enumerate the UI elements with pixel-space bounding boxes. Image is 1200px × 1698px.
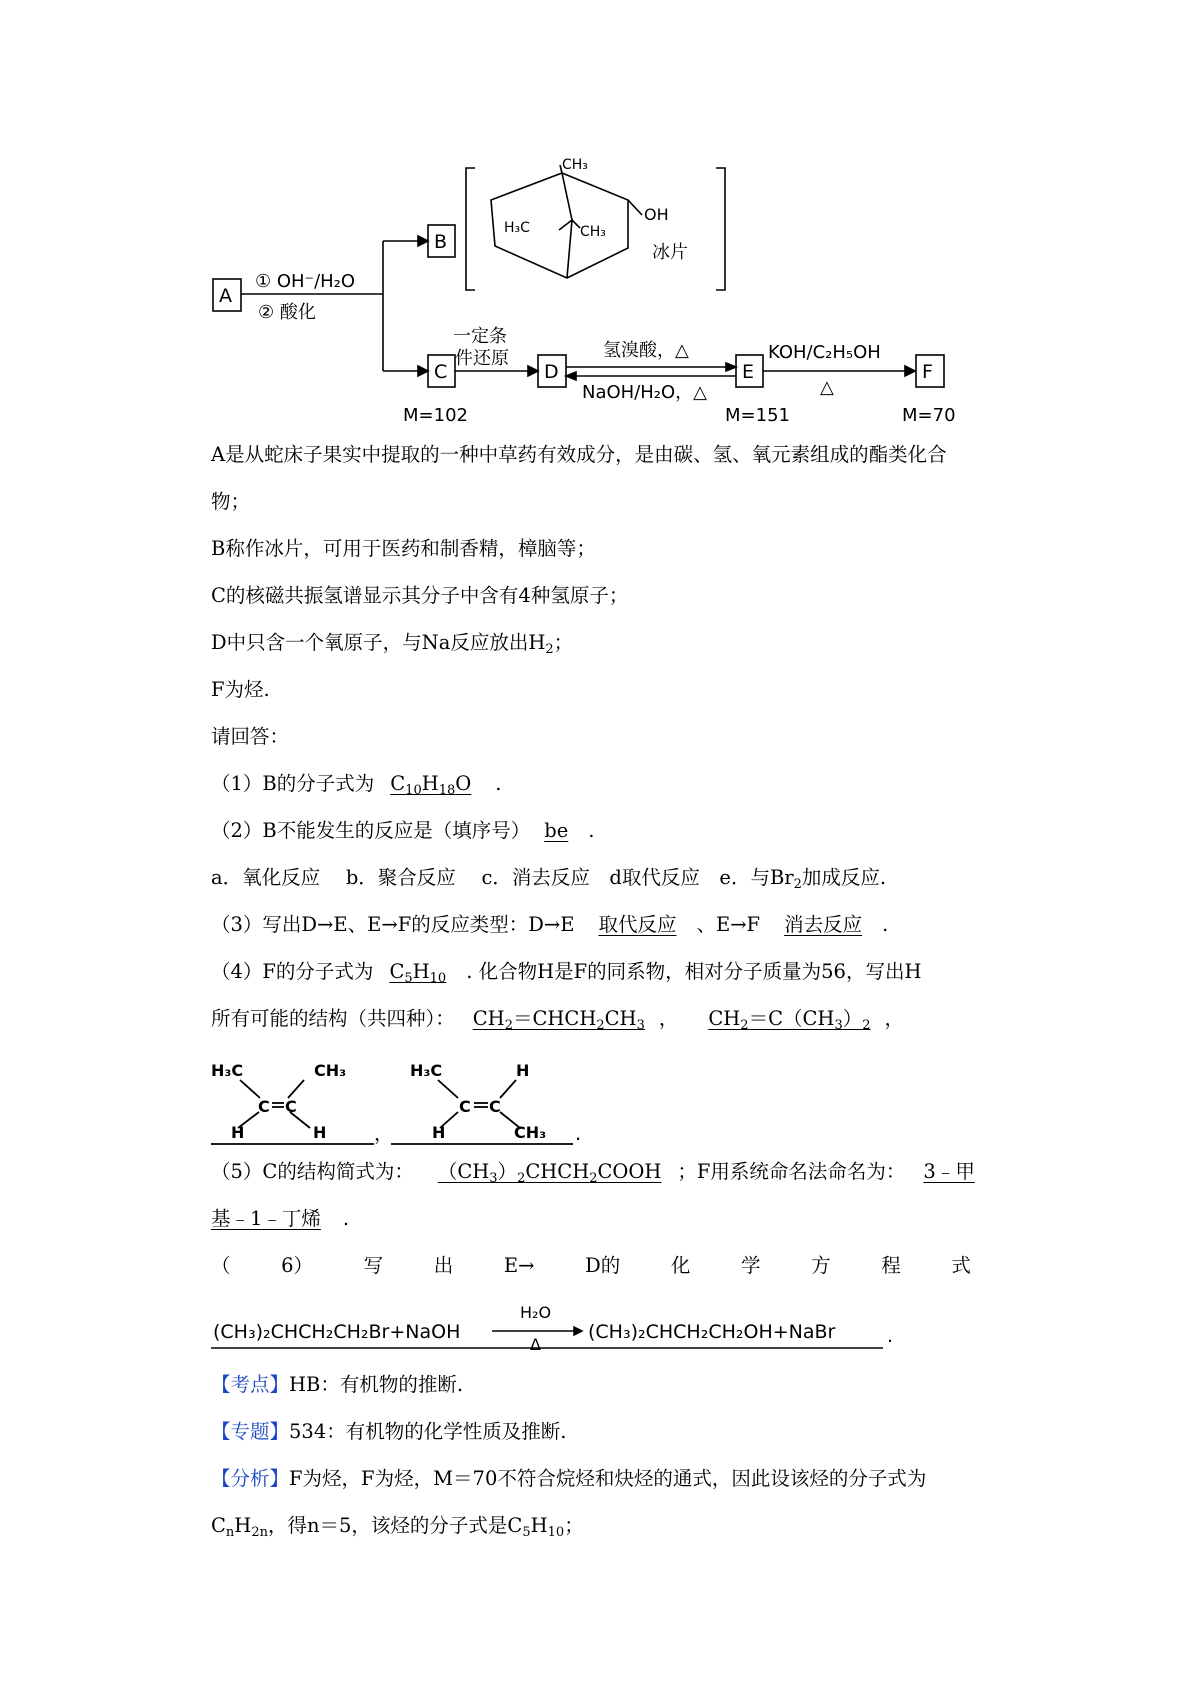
butene-structures bbox=[0, 1046, 1200, 1146]
borneol-label: 冰片 bbox=[652, 242, 688, 263]
topic: 【专题】534：有机物的化学性质及推断. bbox=[211, 1420, 567, 1443]
borneol-oh: OH bbox=[644, 205, 669, 224]
s3-h2: H bbox=[313, 1123, 327, 1142]
cond-ef-heat: △ bbox=[820, 377, 834, 398]
cond-cd-1: 一定条 bbox=[453, 326, 507, 347]
question-1: （1）B的分子式为 $C_{10}H_{18}O$ . bbox=[211, 772, 502, 798]
question-5: （5）C的结构简式为： $(CH_3)_2CHCH_2COOH$ ；F用系统命名法命名为： 3﹣甲 bbox=[211, 1160, 975, 1186]
s3-c2: C bbox=[285, 1097, 297, 1116]
reaction-scheme bbox=[0, 0, 1200, 440]
analysis: 【分析】F为烃，F为烃，M＝70不符合烷烃和炔烃的通式，因此设该烃的分子式为 bbox=[211, 1467, 927, 1490]
answer-4-struct3-start bbox=[916, 1007, 930, 1030]
question-4: （4）F的分子式为 $C_5H_{10}$ . 化合物H是F的同系物，相对分子质量为56，写出H bbox=[211, 960, 922, 986]
paragraph-f: F为烃. bbox=[211, 678, 270, 701]
equation-end: . bbox=[887, 1325, 894, 1347]
box-a-label: A bbox=[219, 285, 232, 307]
s4-h2: H bbox=[432, 1123, 446, 1142]
question-2-options: a．氧化反应 b．聚合反应 c．消去反应 d取代反应 e．与$Br_2$加成反应. bbox=[211, 866, 887, 892]
cond-ed: NaOH/H₂O，△ bbox=[582, 382, 708, 403]
answer-5a: $(CH_3)_2CHCH_2COOH$ bbox=[437, 1160, 662, 1186]
answer-2: be bbox=[544, 819, 569, 842]
cond-ab-2: ② 酸化 bbox=[258, 302, 316, 323]
borneol-h3c: H₃C bbox=[504, 220, 530, 236]
analysis-cont: $C_nH_{2n}$，得n＝5，该烃的分子式是$C_5H_{10}$； bbox=[211, 1514, 584, 1540]
s4-h3c: H₃C bbox=[410, 1061, 443, 1080]
question-5-cont: 基﹣1﹣丁烯 . bbox=[211, 1207, 350, 1230]
label-c: M=102 bbox=[403, 405, 468, 426]
paragraph-d: D中只含一个氧原子，与Na反应放出$H_2$； bbox=[211, 631, 574, 657]
cond-cd-2: 件还原 bbox=[455, 348, 509, 369]
label-f: M=70 bbox=[902, 405, 956, 426]
borneol-ch3-top: CH₃ bbox=[562, 157, 588, 173]
question-6-spread: （ 6） 写 出 E→ D的 化 学 方 程 式 bbox=[211, 1254, 971, 1277]
s3-h3c: H₃C bbox=[211, 1061, 244, 1080]
equation-right: (CH₃)₂CHCH₂CH₂OH+NaBr bbox=[588, 1321, 836, 1343]
box-d-label: D bbox=[544, 361, 559, 383]
s4-c1: C bbox=[459, 1097, 471, 1116]
question-6 bbox=[211, 1252, 971, 1280]
cond-ef: KOH/C₂H₅OH bbox=[768, 342, 881, 363]
label-e: M=151 bbox=[725, 405, 790, 426]
answer-5b: 3﹣甲 bbox=[923, 1160, 975, 1183]
answer-3a: 取代反应 bbox=[598, 913, 677, 936]
equation-cond-top: H₂O bbox=[520, 1303, 552, 1322]
cond-ab-1: ① OH⁻/H₂O bbox=[255, 271, 356, 292]
struct-end: . bbox=[575, 1122, 582, 1145]
question-3: （3）写出D→E、E→F的反应类型：D→E 取代反应 、E→F 消去反应 . bbox=[211, 913, 889, 936]
box-f-label: F bbox=[922, 361, 933, 383]
answer-4-struct2: $CH_2=C(CH_3)_2$ bbox=[708, 1007, 871, 1033]
answer-3b: 消去反应 bbox=[784, 913, 863, 936]
borneol-ch3-right: CH₃ bbox=[580, 224, 606, 240]
equation bbox=[0, 1294, 1200, 1358]
s3-ch3: CH₃ bbox=[314, 1061, 347, 1080]
paragraph-b: B称作冰片，可用于医药和制香精，樟脑等； bbox=[211, 537, 596, 560]
cond-de: 氢溴酸，△ bbox=[603, 340, 689, 361]
question-2: （2）B不能发生的反应是（填序号） be . bbox=[211, 819, 595, 842]
prompt-answer: 请回答： bbox=[211, 725, 290, 748]
s4-c2: C bbox=[489, 1097, 501, 1116]
paragraph-a: A是从蛇床子果实中提取的一种中草药有效成分，是由碳、氢、氧元素组成的酯类化合 bbox=[211, 443, 947, 466]
answer-4-struct1: $CH_2=CHCH_2CH_3$ bbox=[472, 1007, 645, 1033]
equation-cond-bottom: Δ bbox=[530, 1335, 541, 1354]
s4-ch3: CH₃ bbox=[514, 1123, 547, 1142]
paragraph-a-cont: 物； bbox=[211, 490, 251, 513]
question-4-line2: 所有可能的结构（共四种）： $CH_2=CHCH_2CH_3$ ， $CH_2=C(CH_3)_2$ ， bbox=[211, 1005, 930, 1033]
exam-point: 【考点】HB：有机物的推断. bbox=[211, 1373, 464, 1396]
paragraph-c: C的核磁共振氢谱显示其分子中含有4种氢原子； bbox=[211, 584, 629, 607]
answer-1: $C_{10}H_{18}O$ bbox=[390, 772, 472, 798]
s3-c1: C bbox=[258, 1097, 270, 1116]
answer-5b-cont: 基﹣1﹣丁烯 bbox=[211, 1207, 321, 1230]
equation-left: (CH₃)₂CHCH₂CH₂Br+NaOH bbox=[213, 1321, 461, 1343]
answer-4: $C_5H_{10}$ bbox=[389, 960, 447, 986]
box-e-label: E bbox=[742, 361, 755, 383]
box-c-label: C bbox=[434, 361, 448, 383]
s4-h: H bbox=[516, 1061, 530, 1080]
struct-sep: ， bbox=[374, 1122, 394, 1145]
s3-h1: H bbox=[231, 1123, 245, 1142]
box-b-label: B bbox=[434, 231, 448, 253]
